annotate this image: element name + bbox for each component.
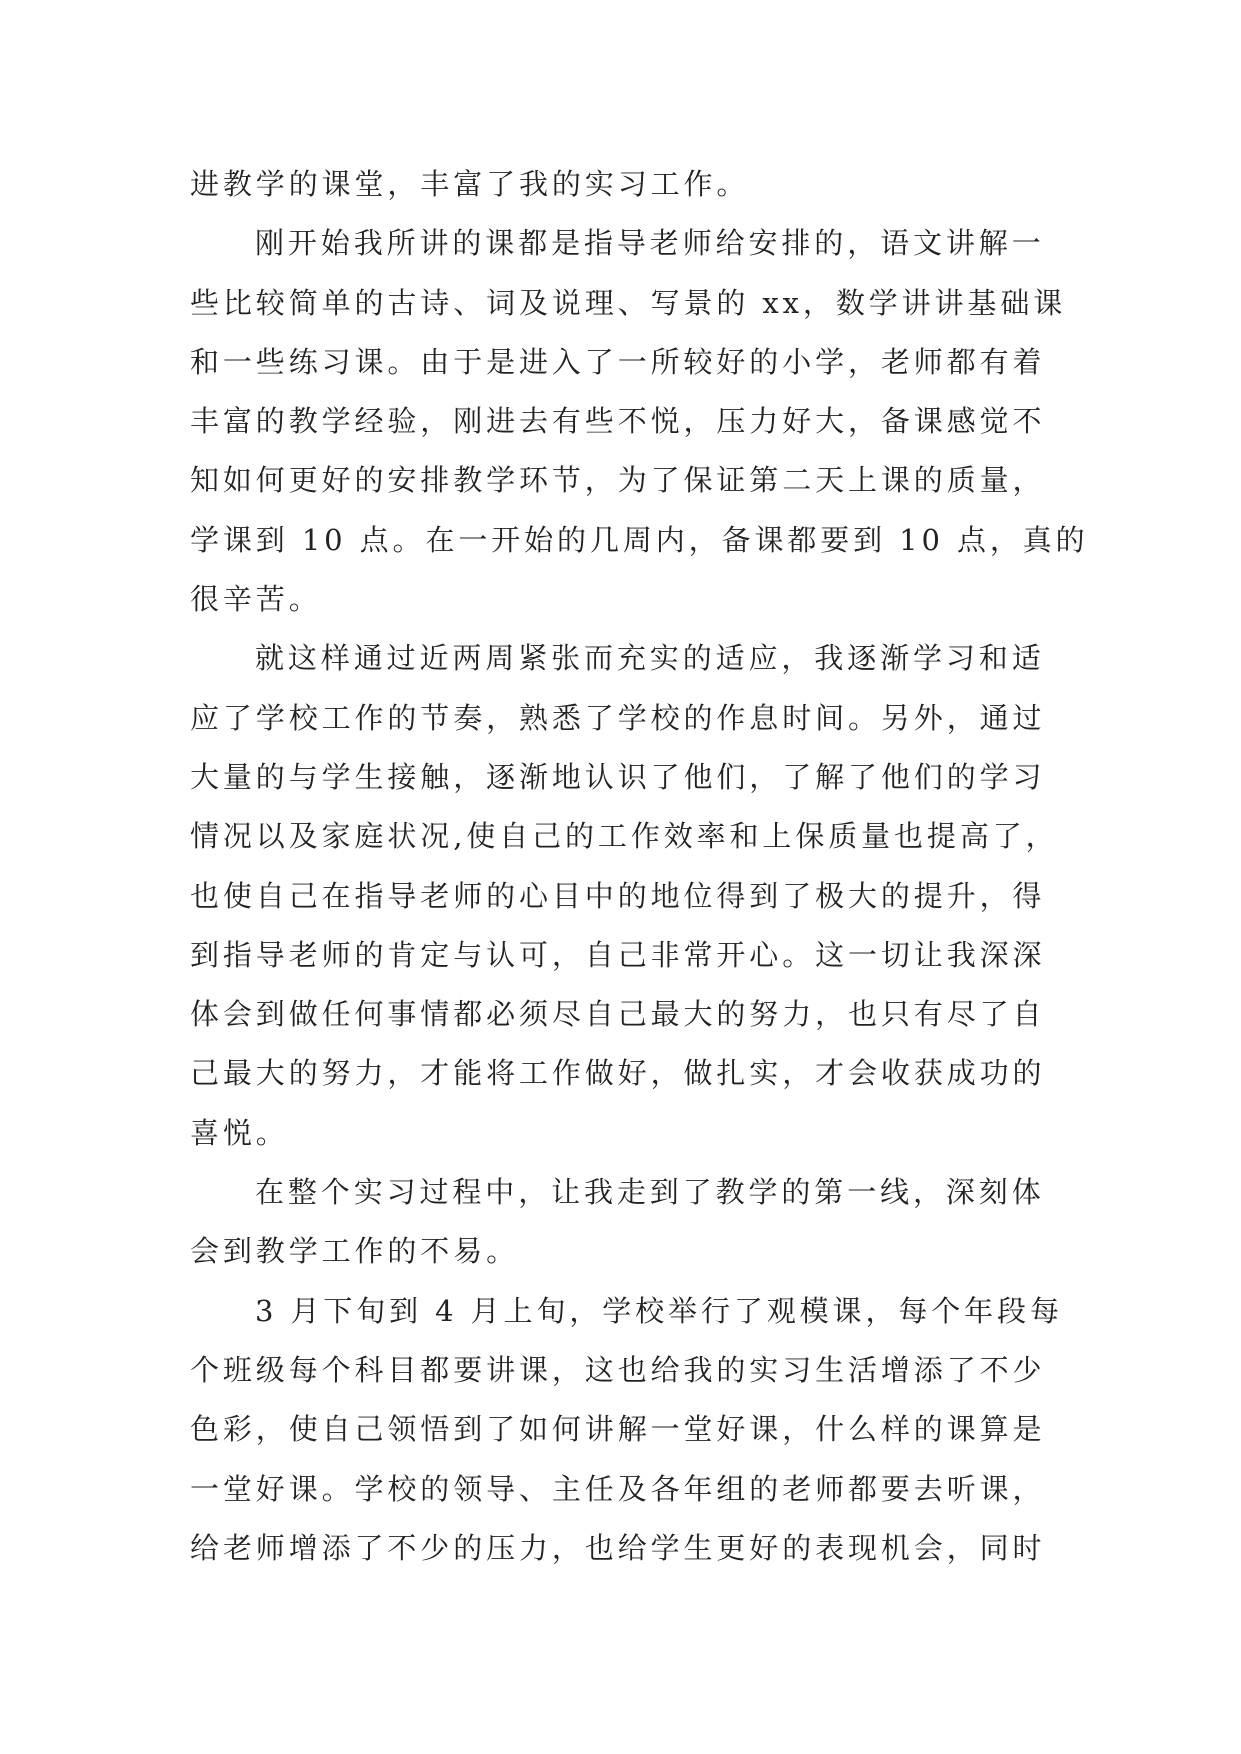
text-line: 刚开始我所讲的课都是指导老师给安排的，语文讲解一 [255, 226, 1045, 261]
text-line: 给老师增添了不少的压力，也给学生更好的表现机会，同时 [190, 1530, 1046, 1565]
text-line: 体会到做任何事情都必须尽自己最大的努力，也只有尽了自 [190, 997, 1046, 1032]
text-line: 应了学校工作的节奏，熟悉了学校的作息时间。另外，通过 [190, 700, 1046, 735]
text-line: 大量的与学生接触，逐渐地认识了他们，了解了他们的学习 [190, 759, 1046, 794]
text-line: 些比较简单的古诗、词及说理、写景的 xx，数学讲讲基础课 [190, 285, 1067, 320]
text-line: 很辛苦。 [190, 582, 322, 617]
text-line: 情况以及家庭状况,使自己的工作效率和上保质量也提高了， [190, 819, 1059, 854]
text-line: 己最大的努力，才能将工作做好，做扎实，才会收获成功的 [190, 1056, 1046, 1091]
text-line: 色彩，使自己领悟到了如何讲解一堂好课，什么样的课算是 [190, 1412, 1046, 1447]
text-line: 知如何更好的安排教学环节，为了保证第二天上课的质量， [190, 463, 1046, 498]
text-line: 学课到 10 点。在一开始的几周内，备课都要到 10 点，真的 [190, 522, 1089, 557]
text-line: 会到教学工作的不易。 [190, 1234, 520, 1269]
document-body [190, 155, 1089, 1578]
text-line: 和一些练习课。由于是进入了一所较好的小学，老师都有着 [190, 344, 1046, 379]
text-line: 也使自己在指导老师的心目中的地位得到了极大的提升，得 [190, 878, 1046, 913]
text-line: 进教学的课堂，丰富了我的实习工作。 [190, 167, 750, 201]
text-line: 在整个实习过程中，让我走到了教学的第一线，深刻体 [255, 1175, 1045, 1210]
text-line: 喜悦。 [190, 1115, 289, 1150]
text-line: 3 月下旬到 4 月上旬，学校举行了观模课，每个年段每 [255, 1293, 1063, 1328]
text-line: 丰富的教学经验，刚进去有些不悦，压力好大，备课感觉不 [190, 404, 1046, 439]
text-line: 到指导老师的肯定与认可，自己非常开心。这一切让我深深 [190, 937, 1046, 972]
text-line: 个班级每个科目都要讲课，这也给我的实习生活增添了不少 [190, 1352, 1046, 1387]
text-line: 就这样通过近两周紧张而充实的适应，我逐渐学习和适 [255, 641, 1045, 676]
text-line: 一堂好课。学校的领导、主任及各年组的老师都要去听课， [190, 1471, 1046, 1506]
